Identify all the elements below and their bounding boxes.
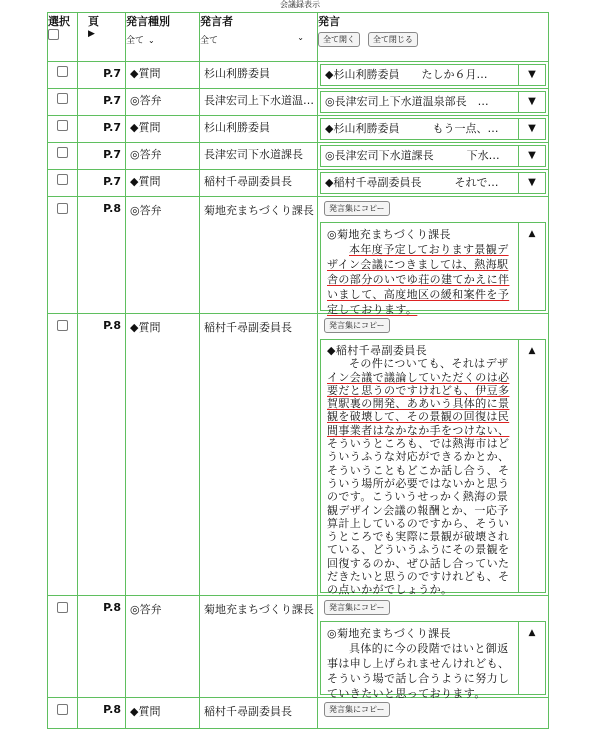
expand-icon[interactable]: ▼ (518, 92, 545, 112)
speaker-filter-value: 全て (200, 36, 219, 46)
speech-line: だきたいと思うのですけれども、そ (327, 570, 510, 584)
speech-detail (320, 222, 546, 316)
speech-line: 算計上しているのですから、そうい (327, 516, 510, 530)
page-number: P.7 (78, 116, 126, 143)
row-checkbox[interactable] (57, 602, 68, 613)
speech-speaker: ◆杉山利勝委員 (325, 122, 400, 135)
table-row (48, 62, 549, 89)
speech-line: うところでも実際に景観が破壊され (327, 530, 510, 544)
speaker-header (200, 13, 318, 62)
speaker-name: 杉山利勝委員 (204, 121, 270, 134)
type-filter-value: 全て (126, 36, 145, 46)
speech-speaker: ◆杉山利勝委員 (325, 68, 400, 81)
table-row (48, 170, 549, 197)
speech-line: 要だと思うのですけれども、伊豆多 (327, 383, 510, 397)
table-row (48, 698, 549, 729)
expand-icon[interactable]: ▼ (518, 65, 545, 85)
speaker-name: 稲村千尋副委員長 (204, 321, 292, 334)
speaker-name: 菊地充まちづくり課長 (204, 204, 314, 217)
chevron-down-icon: ⌄ (148, 36, 155, 45)
speech-line: ザイン会議につきましては、熱海駅 (327, 258, 509, 271)
select-header (48, 13, 78, 62)
copy-to-collection-button[interactable]: 発言集にコピー (324, 702, 390, 717)
row-checkbox[interactable] (57, 203, 68, 214)
minutes-table (47, 12, 549, 729)
speech-line: そういうこともどこか話し合う、そ (327, 463, 510, 477)
speech-type: ◎答弁 (130, 148, 162, 161)
speech-heading: ◆稲村千尋副委員長 (327, 344, 428, 357)
page-number: P.8 (78, 698, 126, 729)
speech-preview: もう一点、… (432, 122, 499, 135)
table-row-expanded (48, 197, 549, 314)
copy-to-collection-button[interactable]: 発言集にコピー (324, 201, 390, 216)
type-filter-select[interactable] (126, 33, 155, 46)
speech-speaker: ◆稲村千尋副委員長 (325, 176, 422, 189)
row-checkbox[interactable] (57, 704, 68, 715)
speaker-name: 菊地充まちづくり課長 (204, 603, 314, 616)
speech-header (318, 13, 549, 62)
row-checkbox[interactable] (57, 320, 68, 331)
speaker-name: 稲村千尋副委員長 (204, 705, 292, 718)
speech-header-label: 発言 (318, 15, 340, 28)
speech-line: ういう場所が必要ではないかと思う (327, 476, 510, 490)
speech-line: 舎の部分のいでゆ荘の建てかえに伴 (327, 273, 510, 286)
speech-preview: … (477, 95, 489, 108)
speech-line: そういうところも、では熱海市はど (327, 437, 510, 451)
speech-type: ◎答弁 (130, 204, 162, 217)
page-header (78, 13, 126, 62)
speech-line: そういう場で話し合うように努力し (327, 672, 510, 685)
expand-icon[interactable]: ▼ (518, 119, 545, 139)
row-checkbox[interactable] (57, 147, 68, 158)
speech-line: 本年度予定しております景観デ (349, 243, 509, 256)
speech-line: 定しております。 (327, 303, 418, 316)
speech-line: 観を破壊して、その景観の回復は民 (327, 410, 510, 424)
speech-preview: それで… (454, 176, 499, 189)
page-sort-icon[interactable]: ▶ (88, 29, 95, 39)
speech-line: ていきたいと思っております。 (327, 687, 486, 700)
select-header-label: 選択 (48, 15, 70, 28)
speech-type: ◆質問 (130, 321, 161, 334)
speech-type: ◆質問 (130, 705, 161, 718)
chevron-down-icon: ⌄ (297, 33, 304, 42)
close-all-button[interactable]: 全て閉じる (368, 32, 418, 47)
collapse-icon[interactable]: ▲ (518, 622, 545, 694)
speech-detail (320, 339, 546, 597)
speech-summary[interactable] (320, 91, 546, 113)
speech-summary[interactable] (320, 145, 546, 167)
speech-line: のです。こういうせっかく熱海の景 (327, 490, 509, 504)
open-all-button[interactable]: 全て開く (318, 32, 360, 47)
speech-line: の点いかがでしょうか。 (327, 583, 453, 597)
expand-icon[interactable]: ▼ (518, 173, 545, 193)
speech-line: 賀駅裏の開発、ああいう具体的に景 (327, 397, 510, 411)
speech-line: 間事業者はなかなか手をつけない、 (327, 423, 510, 437)
speech-line: その件についても、それはデザ (349, 357, 509, 371)
row-checkbox[interactable] (57, 120, 68, 131)
speech-summary[interactable] (320, 172, 546, 194)
speech-speaker: ◎長津宏司上下水道温泉部長 (325, 95, 467, 108)
table-row (48, 89, 549, 116)
speech-heading: ◎菊地充まちづくり課長 (327, 228, 451, 241)
speech-line: ういうふうな対応ができるかとか、 (327, 450, 510, 464)
table-row (48, 143, 549, 170)
page-number: P.7 (78, 170, 126, 197)
speech-summary[interactable] (320, 64, 546, 86)
speech-summary[interactable] (320, 118, 546, 140)
speaker-header-label: 発言者 (200, 15, 233, 28)
collapse-icon[interactable]: ▲ (518, 223, 545, 310)
page-number: P.8 (78, 197, 126, 314)
speaker-filter-select[interactable] (200, 33, 308, 46)
select-all-checkbox[interactable] (48, 29, 59, 40)
speech-line: 回復するのか、ぜひ話し合っていた (327, 556, 510, 570)
speaker-name: 長津宏司下水道課長 (204, 148, 303, 161)
table-row-expanded (48, 596, 549, 698)
speech-type: ◆質問 (130, 175, 161, 188)
type-header (126, 13, 200, 62)
speech-line: いまして、高度地区の緩和案件を予 (327, 288, 510, 301)
speech-line: 具体的に今の段階ではいと御返 (349, 642, 509, 655)
collapse-icon[interactable]: ▲ (518, 340, 545, 592)
table-header (48, 13, 549, 62)
row-checkbox[interactable] (57, 93, 68, 104)
speech-speaker: ◎長津宏司下水道課長 (325, 149, 434, 162)
page-number: P.7 (78, 143, 126, 170)
page-title: 会議録表示 (280, 0, 320, 9)
speaker-name: 杉山利勝委員 (204, 67, 270, 80)
speech-type: ◎答弁 (130, 603, 162, 616)
speech-heading: ◎菊地充まちづくり課長 (327, 627, 451, 640)
page-number: P.8 (78, 596, 126, 698)
expand-icon[interactable]: ▼ (518, 146, 545, 166)
speech-type: ◆質問 (130, 67, 161, 80)
speaker-name: 稲村千尋副委員長 (204, 175, 292, 188)
type-header-label: 発言種別 (126, 15, 170, 28)
speech-line: イン会議で議論していただくのは必 (327, 370, 510, 384)
speech-preview: たしか６月… (421, 68, 488, 81)
speech-type: ◎答弁 (130, 94, 162, 107)
copy-to-collection-button[interactable]: 発言集にコピー (324, 600, 390, 615)
page-number: P.7 (78, 62, 126, 89)
speech-line: ている、どういうふうにその景観を (327, 543, 510, 557)
table-row (48, 116, 549, 143)
speech-line: 観デザイン会議の報酬とか、一応予 (327, 503, 509, 517)
speech-type: ◆質問 (130, 121, 161, 134)
speech-line: 事は申し上げられませんけれども、 (327, 657, 510, 670)
table-row-expanded (48, 314, 549, 596)
row-checkbox[interactable] (57, 66, 68, 77)
copy-to-collection-button[interactable]: 発言集にコピー (324, 318, 390, 333)
page-header-label: 頁 (88, 15, 99, 28)
page-number: P.7 (78, 89, 126, 116)
speech-preview: 下水… (466, 149, 500, 162)
row-checkbox[interactable] (57, 174, 68, 185)
page-number: P.8 (78, 314, 126, 596)
speech-detail (320, 621, 546, 700)
speaker-name: 長津宏司上下水道温… (204, 94, 314, 107)
